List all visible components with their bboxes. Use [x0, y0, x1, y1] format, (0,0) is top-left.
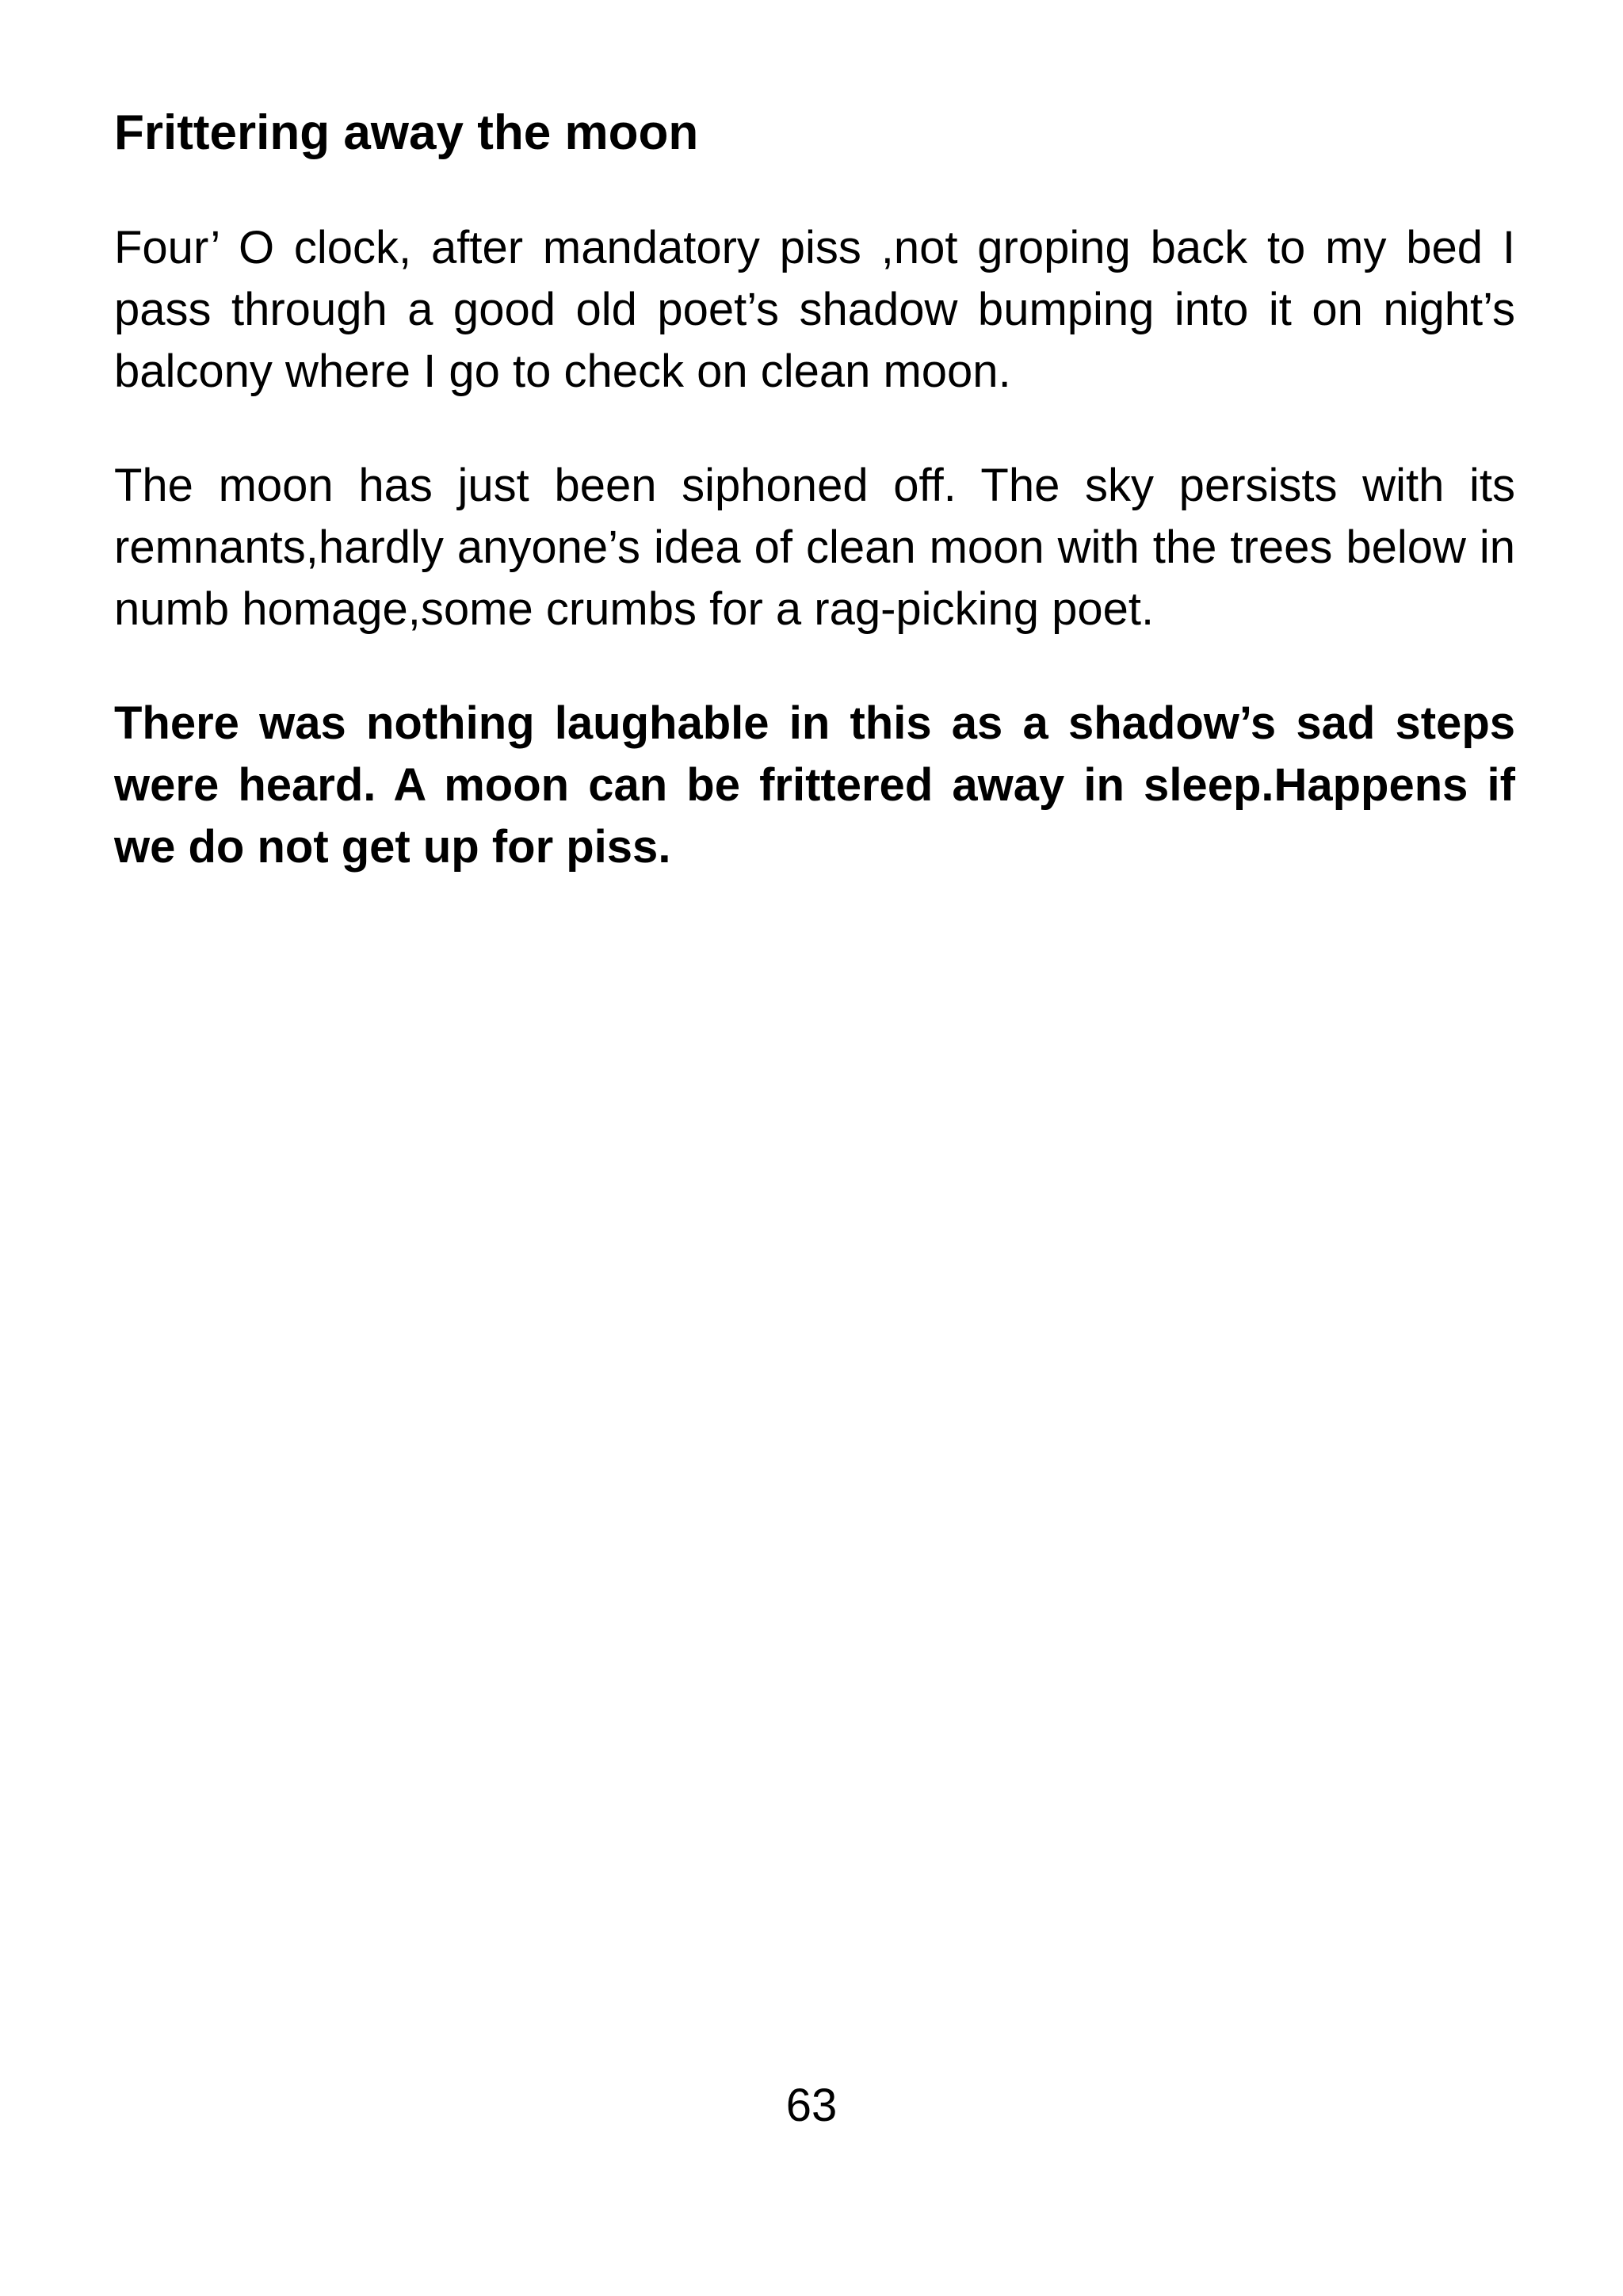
paragraph-3-bold: There was nothing laughable in this as a shadow’s sad steps were heard. A moon can be frittered away in sleep.Happens if we do not get up for piss.	[114, 697, 1515, 873]
page-content	[114, 101, 1515, 878]
paragraph-2: The moon has just been siphoned off. The sky persists with its remnants,hardly anyone’s idea of clean moon with the trees below in numb homage,some crumbs for a rag-picking poet.	[114, 460, 1515, 635]
page-number: 63	[785, 2080, 838, 2131]
paragraph-1: Four’ O clock, after mandatory piss ,not groping back to my bed I pass through a good old poet’s shadow bumping into it on night’s balcony where I go to check on clean moon.	[114, 222, 1515, 397]
poem-title: Frittering away the moon	[114, 105, 699, 160]
